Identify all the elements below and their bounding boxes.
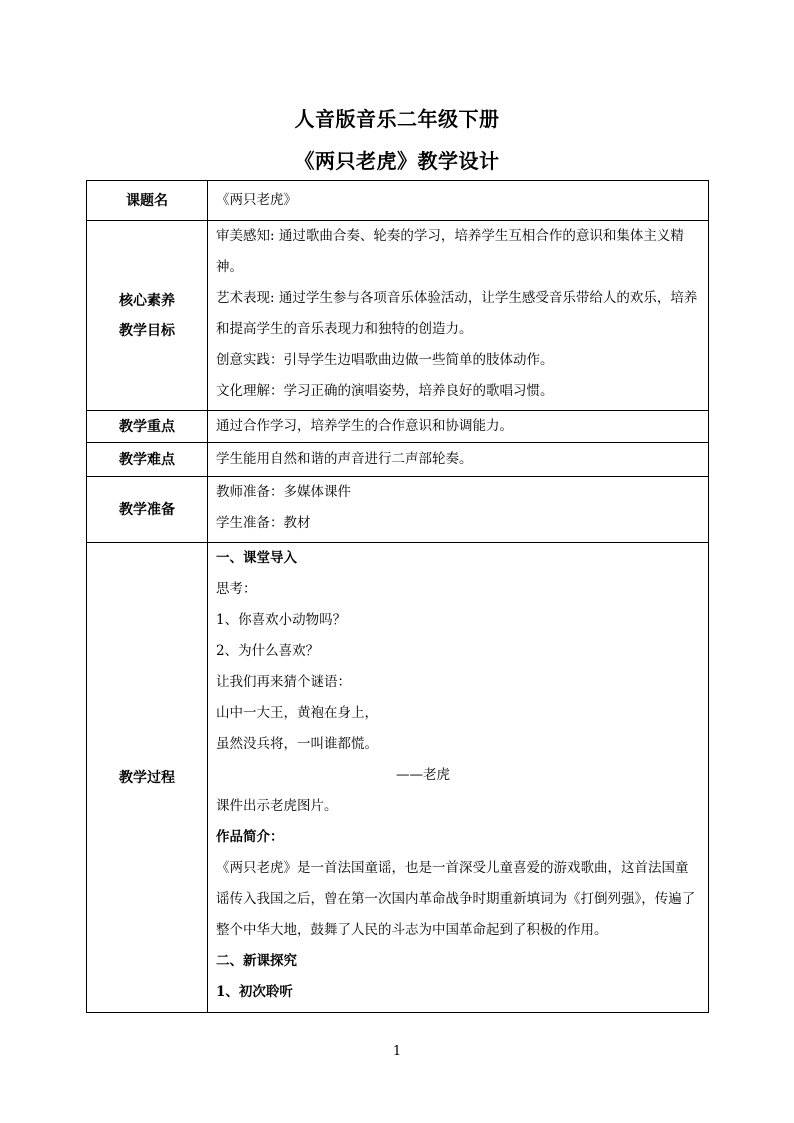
preparation-label: 教学准备	[87, 477, 208, 543]
lesson-plan-table	[86, 180, 709, 1013]
goals-label-line-2: 教学目标	[119, 322, 175, 339]
show-picture: 课件出示老虎图片。	[216, 798, 338, 814]
key-point-value: 通过合作学习，培养学生的合作意识和协调能力。	[208, 411, 709, 443]
goals-label	[87, 221, 208, 411]
process-think: 思考：	[216, 581, 257, 597]
prep-student: 学生准备：教材	[216, 515, 311, 531]
document-subtitle: 《两只老虎》教学设计	[294, 149, 500, 173]
process-heading-2: 二、新课探究	[216, 953, 297, 969]
process-subheading-1: 1、初次聆听	[216, 984, 293, 1000]
process-question-2: 2、为什么喜欢？	[216, 643, 320, 659]
goal-creativity: 创意实践：引导学生边唱歌曲边做一些简单的肢体动作。	[216, 352, 554, 368]
page-number: 1	[392, 1044, 402, 1059]
table-row-preparation	[87, 477, 709, 543]
process-label: 教学过程	[87, 543, 208, 1013]
preparation-content	[208, 477, 709, 543]
goal-culture: 文化理解：学习正确的演唱姿势，培养良好的歌唱习惯。	[216, 383, 554, 399]
riddle-answer: ——老虎	[396, 767, 450, 783]
key-point-label: 教学重点	[87, 411, 208, 443]
goal-expression: 艺术表现: 通过学生参与各项音乐体验活动，让学生感受音乐带给人的欢乐，培养和提高学生的音乐表现力和独特的创造力。	[216, 290, 698, 337]
table-row-goals	[87, 221, 709, 411]
goals-content	[208, 221, 709, 411]
document-title: 人音版音乐二年级下册	[294, 107, 500, 131]
process-question-1: 1、你喜欢小动物吗？	[216, 612, 347, 628]
table-row-difficulty	[87, 443, 709, 477]
riddle-intro: 让我们再来猜个谜语：	[216, 674, 351, 690]
table-row-process	[87, 543, 709, 1013]
topic-label: 课题名	[87, 181, 208, 221]
process-heading-1: 一、课堂导入	[216, 550, 297, 566]
table-row-key-point	[87, 411, 709, 443]
goals-label-line-1: 核心素养	[119, 292, 175, 309]
table-row-topic	[87, 181, 709, 221]
difficulty-value: 学生能用自然和谐的声音进行二声部轮奏。	[208, 443, 709, 477]
topic-value: 《两只老虎》	[208, 181, 709, 221]
goal-aesthetic: 审美感知: 通过歌曲合奏、轮奏的学习，培养学生互相合作的意识和集体主义精神。	[216, 228, 684, 275]
process-content	[208, 543, 709, 1013]
work-intro-text: 《两只老虎》是一首法国童谣，也是一首深受儿童喜爱的游戏歌曲，这首法国童谣传入我国之后，曾在第一次国内革命战争时期重新填词为《打倒列强》，传遍了整个中华大地，鼓舞了人民的斗志为中国革命起到了积极的作用。	[216, 860, 696, 938]
work-intro-heading: 作品简介：	[216, 829, 284, 845]
riddle-line-2: 虽然没兵将，一叫谁都慌。	[216, 736, 378, 752]
riddle-line-1: 山中一大王，黄袍在身上，	[216, 705, 378, 721]
difficulty-label: 教学难点	[87, 443, 208, 477]
prep-teacher: 教师准备：多媒体课件	[216, 484, 351, 500]
